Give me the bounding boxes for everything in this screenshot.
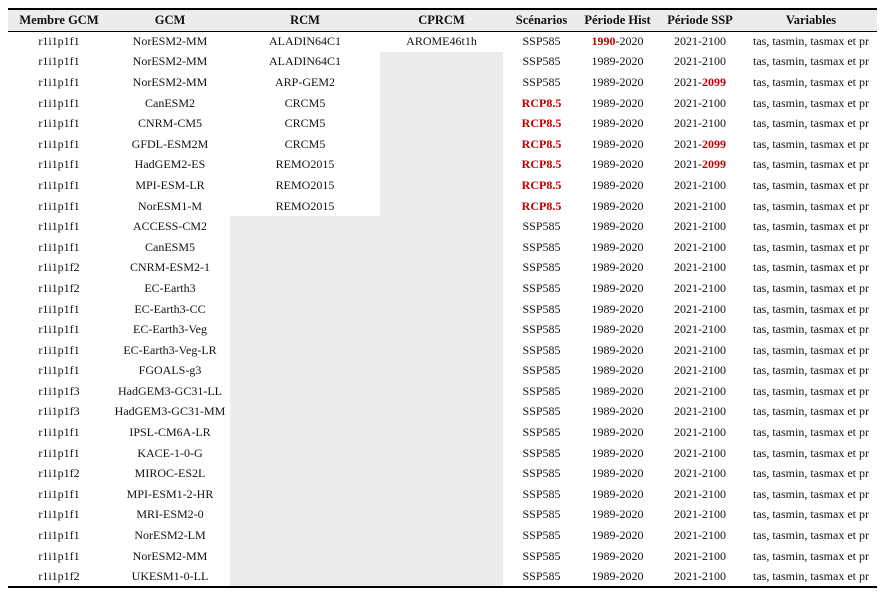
- cell-cprcm: [380, 505, 503, 526]
- cell-periode-hist: 1989-2020: [591, 95, 644, 110]
- cell-periode-hist: 1989-2020: [591, 363, 644, 378]
- cell-membre-gcm: r1i1p1f2: [38, 260, 80, 275]
- cell-periode-ssp: 2021-2099: [674, 136, 726, 151]
- cell-rcm: [230, 381, 380, 402]
- cell-gcm: IPSL-CM6A-LR: [129, 425, 211, 440]
- column-header-rcm: RCM: [290, 12, 320, 27]
- table-row: [8, 566, 877, 587]
- cell-variables: tas, tasmin, tasmax et pr: [753, 301, 869, 316]
- table-row: [8, 340, 877, 361]
- cell-scenarios: SSP585: [522, 301, 561, 316]
- cell-cprcm: [380, 134, 503, 155]
- cell-gcm: NorESM2-MM: [132, 34, 208, 49]
- cell-variables: tas, tasmin, tasmax et pr: [753, 425, 869, 440]
- cell-periode-ssp: 2021-2100: [674, 342, 726, 357]
- cell-gcm: EC-Earth3-Veg-LR: [123, 342, 217, 357]
- highlighted-value: 2099: [702, 157, 726, 172]
- cell-gcm: HadGEM3-GC31-MM: [114, 404, 226, 419]
- cell-cprcm: [380, 443, 503, 464]
- table-row: [8, 443, 877, 464]
- column-header-membre-gcm: Membre GCM: [19, 12, 99, 27]
- cell-variables: tas, tasmin, tasmax et pr: [753, 383, 869, 398]
- cell-periode-ssp: 2021-2100: [674, 34, 726, 49]
- cell-cprcm: AROME46t1h: [406, 34, 477, 49]
- cell-rcm: CRCM5: [284, 116, 326, 131]
- cell-cprcm: [380, 361, 503, 382]
- cell-periode-hist: 1989-2020: [591, 219, 644, 234]
- cell-gcm: NorESM2-MM: [132, 74, 208, 89]
- cell-rcm: [230, 299, 380, 320]
- cell-rcm: [230, 402, 380, 423]
- table-body: [8, 31, 877, 587]
- cell-membre-gcm: r1i1p1f3: [38, 404, 80, 419]
- cell-rcm: [230, 237, 380, 258]
- cell-rcm: REMO2015: [275, 177, 335, 192]
- cell-gcm: EC-Earth3-CC: [134, 301, 206, 316]
- cell-periode-ssp: 2021-2100: [674, 507, 726, 522]
- cell-variables: tas, tasmin, tasmax et pr: [753, 260, 869, 275]
- cell-scenarios: SSP585: [522, 404, 561, 419]
- cell-gcm: NorESM2-MM: [132, 54, 208, 69]
- cell-periode-ssp: 2021-2100: [674, 425, 726, 440]
- cell-cprcm: [380, 196, 503, 217]
- cell-rcm: ARP-GEM2: [274, 74, 335, 89]
- cell-cprcm: [380, 546, 503, 567]
- table-row: [8, 216, 877, 237]
- column-header-periode-ssp: Période SSP: [667, 12, 733, 27]
- cell-scenarios: [503, 113, 580, 134]
- cell-scenarios: SSP585: [522, 34, 561, 49]
- table-row: [8, 134, 877, 155]
- table-row: [8, 402, 877, 423]
- cell-periode-ssp: 2021-2100: [674, 528, 726, 543]
- cell-periode-hist: 1989-2020: [591, 322, 644, 337]
- cell-variables: tas, tasmin, tasmax et pr: [753, 466, 869, 481]
- cell-scenarios: [503, 134, 580, 155]
- cell-variables: tas, tasmin, tasmax et pr: [753, 34, 869, 49]
- cell-gcm: FGOALS-g3: [138, 363, 202, 378]
- cell-gcm: CNRM-ESM2-1: [129, 260, 210, 275]
- cell-periode-ssp: 2021-2100: [674, 486, 726, 501]
- cell-periode-ssp: 2021-2100: [674, 363, 726, 378]
- cell-periode-hist: 1989-2020: [591, 507, 644, 522]
- cell-variables: tas, tasmin, tasmax et pr: [753, 219, 869, 234]
- cell-periode-ssp: 2021-2100: [674, 383, 726, 398]
- cell-scenarios: SSP585: [522, 74, 561, 89]
- simulations-table: [8, 8, 877, 588]
- cell-periode-hist: 1989-2020: [591, 383, 644, 398]
- table-row: [8, 196, 877, 217]
- cell-rcm: [230, 319, 380, 340]
- cell-periode-hist: 1989-2020: [591, 177, 644, 192]
- cell-membre-gcm: r1i1p1f1: [38, 95, 80, 110]
- cell-variables: tas, tasmin, tasmax et pr: [753, 528, 869, 543]
- cell-scenarios: SSP585: [522, 54, 561, 69]
- cell-gcm: KACE-1-0-G: [137, 445, 203, 460]
- cell-cprcm: [380, 216, 503, 237]
- cell-scenarios: [503, 196, 580, 217]
- cell-scenarios: SSP585: [522, 486, 561, 501]
- cell-cprcm: [380, 566, 503, 587]
- cell-rcm: [230, 258, 380, 279]
- cell-cprcm: [380, 422, 503, 443]
- column-header-scenarios: Scénarios: [515, 12, 568, 27]
- cell-cprcm: [380, 463, 503, 484]
- cell-variables: tas, tasmin, tasmax et pr: [753, 322, 869, 337]
- cell-variables: tas, tasmin, tasmax et pr: [753, 280, 869, 295]
- cell-membre-gcm: r1i1p1f2: [38, 280, 80, 295]
- cell-periode-ssp: 2021-2100: [674, 95, 726, 110]
- cell-periode-hist: 1989-2020: [591, 136, 644, 151]
- cell-scenarios: [503, 175, 580, 196]
- cell-gcm: GFDL-ESM2M: [131, 136, 209, 151]
- highlighted-value: 1990: [591, 34, 616, 49]
- table-row: [8, 258, 877, 279]
- cell-scenarios: SSP585: [522, 322, 561, 337]
- cell-scenarios: SSP585: [522, 568, 561, 583]
- cell-variables: tas, tasmin, tasmax et pr: [753, 568, 869, 583]
- cell-periode-ssp: 2021-2099: [674, 74, 726, 89]
- cell-membre-gcm: r1i1p1f1: [38, 74, 80, 89]
- cell-periode-ssp: 2021-2100: [674, 116, 726, 131]
- cell-membre-gcm: r1i1p1f2: [38, 466, 80, 481]
- cell-gcm: EC-Earth3: [144, 280, 196, 295]
- cell-membre-gcm: r1i1p1f1: [38, 322, 80, 337]
- cell-membre-gcm: r1i1p1f1: [38, 157, 80, 172]
- cell-gcm: HadGEM3-GC31-LL: [118, 383, 222, 398]
- cell-periode-hist: 1989-2020: [591, 404, 644, 419]
- table-row: [8, 278, 877, 299]
- highlighted-value: RCP8.5: [521, 95, 562, 110]
- cell-gcm: MIROC-ES2L: [134, 466, 206, 481]
- cell-gcm: CanESM2: [144, 95, 195, 110]
- cell-rcm: [230, 484, 380, 505]
- cell-periode-ssp: 2021-2100: [674, 54, 726, 69]
- cell-variables: tas, tasmin, tasmax et pr: [753, 363, 869, 378]
- table-row: [8, 113, 877, 134]
- cell-membre-gcm: r1i1p1f1: [38, 528, 80, 543]
- cell-gcm: CanESM5: [144, 239, 195, 254]
- table-row: [8, 31, 877, 52]
- cell-variables: tas, tasmin, tasmax et pr: [753, 239, 869, 254]
- cell-cprcm: [380, 113, 503, 134]
- cell-rcm: REMO2015: [275, 157, 335, 172]
- cell-gcm: CNRM-CM5: [137, 116, 202, 131]
- cell-gcm: NorESM1-M: [137, 198, 202, 213]
- highlighted-value: 2099: [702, 136, 726, 151]
- cell-gcm: EC-Earth3-Veg: [133, 322, 207, 337]
- cell-variables: tas, tasmin, tasmax et pr: [753, 157, 869, 172]
- cell-gcm: NorESM2-MM: [132, 548, 208, 563]
- cell-cprcm: [380, 175, 503, 196]
- table-row: [8, 525, 877, 546]
- highlighted-value: 2099: [702, 74, 726, 89]
- cell-periode-ssp: 2021-2100: [674, 260, 726, 275]
- cell-variables: tas, tasmin, tasmax et pr: [753, 486, 869, 501]
- cell-rcm: [230, 546, 380, 567]
- cell-cprcm: [380, 340, 503, 361]
- cell-periode-ssp: 2021-2100: [674, 280, 726, 295]
- cell-membre-gcm: r1i1p1f1: [38, 198, 80, 213]
- cell-gcm: MPI-ESM-LR: [135, 177, 205, 192]
- cell-cprcm: [380, 278, 503, 299]
- cell-rcm: ALADIN64C1: [269, 34, 341, 49]
- cell-scenarios: [503, 93, 580, 114]
- cell-gcm: HadGEM2-ES: [134, 157, 206, 172]
- cell-variables: tas, tasmin, tasmax et pr: [753, 342, 869, 357]
- cell-cprcm: [380, 72, 503, 93]
- cell-variables: tas, tasmin, tasmax et pr: [753, 507, 869, 522]
- table-row: [8, 72, 877, 93]
- cell-periode-ssp: 2021-2100: [674, 301, 726, 316]
- cell-gcm: UKESM1-0-LL: [131, 568, 209, 583]
- cell-periode-hist: 1989-2020: [591, 198, 644, 213]
- cell-periode-ssp: 2021-2100: [674, 177, 726, 192]
- cell-membre-gcm: r1i1p1f1: [38, 177, 80, 192]
- cell-periode-hist: 1989-2020: [591, 280, 644, 295]
- cell-rcm: [230, 422, 380, 443]
- cell-membre-gcm: r1i1p1f1: [38, 239, 80, 254]
- cell-periode-hist: 1989-2020: [591, 425, 644, 440]
- cell-rcm: [230, 443, 380, 464]
- table-row: [8, 422, 877, 443]
- cell-scenarios: [503, 155, 580, 176]
- cell-rcm: [230, 216, 380, 237]
- cell-membre-gcm: r1i1p1f1: [38, 425, 80, 440]
- cell-variables: tas, tasmin, tasmax et pr: [753, 136, 869, 151]
- cell-periode-ssp: 2021-2099: [674, 157, 726, 172]
- cell-periode-hist: 1989-2020: [591, 548, 644, 563]
- cell-periode-ssp: 2021-2100: [674, 404, 726, 419]
- cell-scenarios: SSP585: [522, 507, 561, 522]
- cell-scenarios: SSP585: [522, 219, 561, 234]
- cell-periode-ssp: 2021-2100: [674, 445, 726, 460]
- column-header-gcm: GCM: [154, 12, 186, 27]
- cell-periode-ssp: 2021-2100: [674, 198, 726, 213]
- cell-periode-hist: 1989-2020: [591, 486, 644, 501]
- cell-membre-gcm: r1i1p1f1: [38, 136, 80, 151]
- table-row: [8, 155, 877, 176]
- table-row: [8, 484, 877, 505]
- cell-periode-ssp: 2021-2100: [674, 466, 726, 481]
- cell-membre-gcm: r1i1p1f1: [38, 301, 80, 316]
- cell-periode-ssp: 2021-2100: [674, 322, 726, 337]
- table-row: [8, 505, 877, 526]
- cell-rcm: [230, 340, 380, 361]
- cell-variables: tas, tasmin, tasmax et pr: [753, 177, 869, 192]
- cell-variables: tas, tasmin, tasmax et pr: [753, 95, 869, 110]
- cell-variables: tas, tasmin, tasmax et pr: [753, 54, 869, 69]
- cell-membre-gcm: r1i1p1f1: [38, 54, 80, 69]
- highlighted-value: RCP8.5: [521, 157, 562, 172]
- cell-variables: tas, tasmin, tasmax et pr: [753, 445, 869, 460]
- cell-rcm: [230, 278, 380, 299]
- cell-membre-gcm: r1i1p1f1: [38, 363, 80, 378]
- cell-scenarios: SSP585: [522, 383, 561, 398]
- cell-cprcm: [380, 484, 503, 505]
- cell-periode-hist: 1989-2020: [591, 260, 644, 275]
- cell-cprcm: [380, 258, 503, 279]
- cell-periode-ssp: 2021-2100: [674, 568, 726, 583]
- cell-cprcm: [380, 381, 503, 402]
- cell-scenarios: SSP585: [522, 425, 561, 440]
- cell-variables: tas, tasmin, tasmax et pr: [753, 74, 869, 89]
- cell-periode-hist: 1989-2020: [591, 157, 644, 172]
- table-row: [8, 93, 877, 114]
- cell-variables: tas, tasmin, tasmax et pr: [753, 116, 869, 131]
- cell-gcm: MPI-ESM1-2-HR: [126, 486, 214, 501]
- table-row: [8, 381, 877, 402]
- table-row: [8, 361, 877, 382]
- cell-membre-gcm: r1i1p1f1: [38, 116, 80, 131]
- cell-cprcm: [380, 525, 503, 546]
- highlighted-value: RCP8.5: [521, 198, 562, 213]
- cell-rcm: [230, 361, 380, 382]
- cell-cprcm: [380, 402, 503, 423]
- cell-membre-gcm: r1i1p1f1: [38, 34, 80, 49]
- highlighted-value: RCP8.5: [521, 116, 562, 131]
- cell-scenarios: SSP585: [522, 363, 561, 378]
- cell-cprcm: [380, 299, 503, 320]
- cell-variables: tas, tasmin, tasmax et pr: [753, 404, 869, 419]
- cell-rcm: ALADIN64C1: [269, 54, 341, 69]
- cell-periode-hist: 1989-2020: [591, 116, 644, 131]
- cell-rcm: [230, 566, 380, 587]
- table-row: [8, 319, 877, 340]
- table-row: [8, 299, 877, 320]
- cell-periode-hist: 1989-2020: [591, 342, 644, 357]
- cell-gcm: NorESM2-LM: [134, 528, 206, 543]
- table-header-row: [8, 9, 877, 31]
- simulations-table-container: [8, 8, 877, 588]
- cell-scenarios: SSP585: [522, 280, 561, 295]
- column-header-periode-hist: Période Hist: [584, 12, 651, 27]
- table-row: [8, 52, 877, 73]
- cell-scenarios: SSP585: [522, 260, 561, 275]
- table-row: [8, 546, 877, 567]
- cell-membre-gcm: r1i1p1f1: [38, 219, 80, 234]
- cell-rcm: [230, 525, 380, 546]
- cell-periode-hist: 1989-2020: [591, 466, 644, 481]
- cell-periode-hist: 1990-2020: [591, 34, 644, 49]
- cell-scenarios: SSP585: [522, 548, 561, 563]
- cell-periode-ssp: 2021-2100: [674, 239, 726, 254]
- highlighted-value: RCP8.5: [521, 136, 562, 151]
- table-row: [8, 237, 877, 258]
- cell-scenarios: SSP585: [522, 528, 561, 543]
- column-header-cprcm: CPRCM: [418, 12, 465, 27]
- cell-membre-gcm: r1i1p1f1: [38, 445, 80, 460]
- cell-rcm: [230, 505, 380, 526]
- cell-periode-ssp: 2021-2100: [674, 548, 726, 563]
- cell-rcm: CRCM5: [284, 95, 326, 110]
- cell-membre-gcm: r1i1p1f2: [38, 568, 80, 583]
- cell-membre-gcm: r1i1p1f1: [38, 342, 80, 357]
- table-row: [8, 175, 877, 196]
- cell-rcm: CRCM5: [284, 136, 326, 151]
- cell-periode-hist: 1989-2020: [591, 54, 644, 69]
- column-header-variables: Variables: [785, 12, 837, 27]
- cell-periode-hist: 1989-2020: [591, 301, 644, 316]
- cell-membre-gcm: r1i1p1f1: [38, 486, 80, 501]
- cell-periode-hist: 1989-2020: [591, 568, 644, 583]
- cell-cprcm: [380, 237, 503, 258]
- cell-variables: tas, tasmin, tasmax et pr: [753, 548, 869, 563]
- cell-cprcm: [380, 52, 503, 73]
- cell-rcm: [230, 463, 380, 484]
- cell-cprcm: [380, 319, 503, 340]
- cell-periode-hist: 1989-2020: [591, 445, 644, 460]
- cell-periode-hist: 1989-2020: [591, 528, 644, 543]
- cell-membre-gcm: r1i1p1f3: [38, 383, 80, 398]
- cell-cprcm: [380, 93, 503, 114]
- cell-periode-hist: 1989-2020: [591, 239, 644, 254]
- cell-variables: tas, tasmin, tasmax et pr: [753, 198, 869, 213]
- cell-scenarios: SSP585: [522, 342, 561, 357]
- cell-scenarios: SSP585: [522, 466, 561, 481]
- cell-membre-gcm: r1i1p1f1: [38, 507, 80, 522]
- cell-cprcm: [380, 155, 503, 176]
- cell-scenarios: SSP585: [522, 239, 561, 254]
- cell-gcm: ACCESS-CM2: [132, 219, 208, 234]
- cell-scenarios: SSP585: [522, 445, 561, 460]
- highlighted-value: RCP8.5: [521, 177, 562, 192]
- cell-rcm: REMO2015: [275, 198, 335, 213]
- cell-membre-gcm: r1i1p1f1: [38, 548, 80, 563]
- cell-periode-hist: 1989-2020: [591, 74, 644, 89]
- cell-periode-ssp: 2021-2100: [674, 219, 726, 234]
- cell-gcm: MRI-ESM2-0: [136, 507, 204, 522]
- table-row: [8, 463, 877, 484]
